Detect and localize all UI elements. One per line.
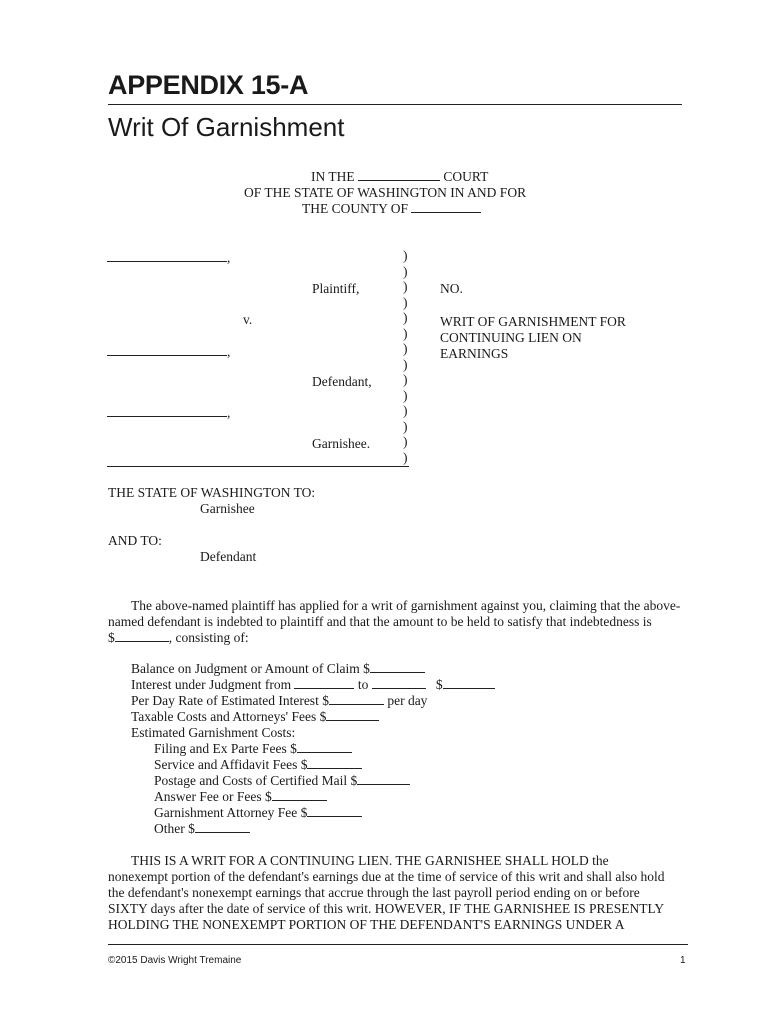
per-day-label: Per Day Rate of Estimated Interest $ bbox=[131, 693, 329, 708]
taxable-label: Taxable Costs and Attorneys' Fees $ bbox=[131, 709, 327, 724]
garnishee-name-blank bbox=[107, 405, 227, 417]
attorney-blank bbox=[307, 805, 362, 817]
paren: ) bbox=[403, 325, 408, 341]
paren: ) bbox=[403, 372, 408, 387]
interest-from-blank bbox=[294, 677, 354, 689]
paren: ) bbox=[403, 294, 408, 310]
filing-label: Filing and Ex Parte Fees $ bbox=[154, 741, 297, 756]
paren: ) bbox=[403, 449, 408, 465]
notice-line-2: nonexempt portion of the defendant's earnings due at the time of service of this writ and shall also hold bbox=[108, 869, 665, 884]
writ-title-line-2: CONTINUING LIEN ON bbox=[440, 330, 582, 345]
per-day-blank bbox=[329, 693, 384, 705]
garnishee-comma: , bbox=[227, 405, 231, 420]
defendant-to-label: Defendant bbox=[200, 549, 257, 564]
plaintiff-name-line bbox=[107, 250, 230, 266]
court-line-1-post: COURT bbox=[443, 169, 489, 184]
interest-to-blank bbox=[372, 677, 426, 689]
plaintiff-name-blank bbox=[107, 250, 227, 262]
writ-title-line-3: EARNINGS bbox=[440, 346, 509, 361]
other-line bbox=[154, 821, 250, 837]
court-line-3 bbox=[302, 201, 481, 217]
paren: ) bbox=[403, 341, 408, 356]
service-blank bbox=[307, 757, 362, 769]
service-label: Service and Affidavit Fees $ bbox=[154, 757, 308, 772]
interest-dollar: $ bbox=[435, 677, 443, 692]
intro-dollar: $ bbox=[108, 630, 115, 645]
paren: ) bbox=[403, 387, 408, 403]
balance-line bbox=[131, 661, 425, 677]
plaintiff-label: Plaintiff, bbox=[312, 281, 360, 296]
court-line-2: OF THE STATE OF WASHINGTON IN AND FOR bbox=[244, 185, 527, 200]
paren: ) bbox=[403, 279, 408, 294]
garnishee-to-label: Garnishee bbox=[200, 501, 255, 516]
other-label: Other $ bbox=[154, 821, 195, 836]
plaintiff-comma: , bbox=[227, 250, 231, 265]
taxable-line bbox=[131, 709, 379, 725]
postage-line bbox=[154, 773, 410, 789]
document-title: Writ Of Garnishment bbox=[108, 112, 345, 142]
notice-line-1: THIS IS A WRIT FOR A CONTINUING LIEN. THE GARNISHEE SHALL HOLD the bbox=[131, 853, 609, 868]
page-number: 1 bbox=[680, 955, 686, 966]
intro-line-2: named defendant is indebted to plaintiff and that the amount to be held to satisfy that indebtedness is bbox=[108, 614, 652, 629]
paren: ) bbox=[403, 248, 408, 263]
notice-line-5: HOLDING THE NONEXEMPT PORTION OF THE DEFENDANT'S EARNINGS UNDER A bbox=[108, 917, 625, 932]
notice-line-4: SIXTY days after the date of service of this writ. HOWEVER, IF THE GARNISHEE IS PRESENTLY bbox=[108, 901, 665, 916]
defendant-label: Defendant, bbox=[312, 374, 372, 389]
per-day-line bbox=[131, 693, 427, 709]
answer-blank bbox=[272, 789, 327, 801]
and-to-label: AND TO: bbox=[108, 533, 162, 548]
court-line-1 bbox=[311, 169, 488, 185]
answer-line bbox=[154, 789, 327, 805]
estimated-costs-heading: Estimated Garnishment Costs: bbox=[131, 725, 296, 740]
interest-to-label: to bbox=[357, 677, 369, 692]
appendix-heading: APPENDIX 15-A bbox=[108, 70, 309, 100]
defendant-comma: , bbox=[227, 344, 231, 359]
service-line bbox=[154, 757, 362, 773]
defendant-name-line bbox=[107, 344, 230, 360]
state-to-label: THE STATE OF WASHINGTON TO: bbox=[108, 485, 316, 500]
garnishee-label: Garnishee. bbox=[312, 436, 371, 451]
intro-line-3 bbox=[108, 630, 249, 646]
county-label: THE COUNTY OF bbox=[302, 201, 408, 216]
writ-title-line-1: WRIT OF GARNISHMENT FOR bbox=[440, 314, 626, 329]
other-blank bbox=[195, 821, 250, 833]
paren: ) bbox=[403, 310, 408, 325]
filing-blank bbox=[297, 741, 352, 753]
interest-amount-blank bbox=[443, 677, 495, 689]
intro-line-1: The above-named plaintiff has applied for a writ of garnishment against you, claiming that the above- bbox=[131, 598, 681, 613]
court-blank bbox=[358, 169, 440, 181]
attorney-line bbox=[154, 805, 362, 821]
postage-label: Postage and Costs of Certified Mail $ bbox=[154, 773, 358, 788]
intro-consisting: , consisting of: bbox=[168, 630, 249, 645]
county-blank bbox=[411, 201, 481, 213]
filing-line bbox=[154, 741, 352, 757]
interest-from-label: Interest under Judgment from bbox=[131, 677, 292, 692]
paren: ) bbox=[403, 263, 408, 279]
answer-label: Answer Fee or Fees $ bbox=[154, 789, 272, 804]
versus-label: v. bbox=[243, 312, 253, 327]
attorney-label: Garnishment Attorney Fee $ bbox=[154, 805, 308, 820]
footer-copyright: ©2015 Davis Wright Tremaine bbox=[108, 955, 242, 966]
caption-paren-column bbox=[403, 248, 417, 465]
postage-blank bbox=[357, 773, 410, 785]
per-day-suffix: per day bbox=[387, 693, 428, 708]
interest-line bbox=[131, 677, 495, 693]
footer-rule bbox=[108, 944, 688, 945]
paren: ) bbox=[403, 403, 408, 418]
caption-bottom-rule bbox=[107, 466, 409, 467]
taxable-blank bbox=[326, 709, 379, 721]
paren: ) bbox=[403, 418, 408, 434]
defendant-name-blank bbox=[107, 344, 227, 356]
total-amount-blank bbox=[115, 630, 169, 642]
balance-label: Balance on Judgment or Amount of Claim $ bbox=[131, 661, 370, 676]
heading-rule bbox=[108, 104, 682, 105]
garnishee-name-line bbox=[107, 405, 230, 421]
paren: ) bbox=[403, 356, 408, 372]
balance-blank bbox=[370, 661, 425, 673]
case-number-label: NO. bbox=[440, 281, 463, 296]
paren: ) bbox=[403, 434, 408, 449]
court-line-1-pre: IN THE bbox=[311, 169, 355, 184]
notice-line-3: the defendant's nonexempt earnings that accrue through the last payroll period ending on or before bbox=[108, 885, 640, 900]
